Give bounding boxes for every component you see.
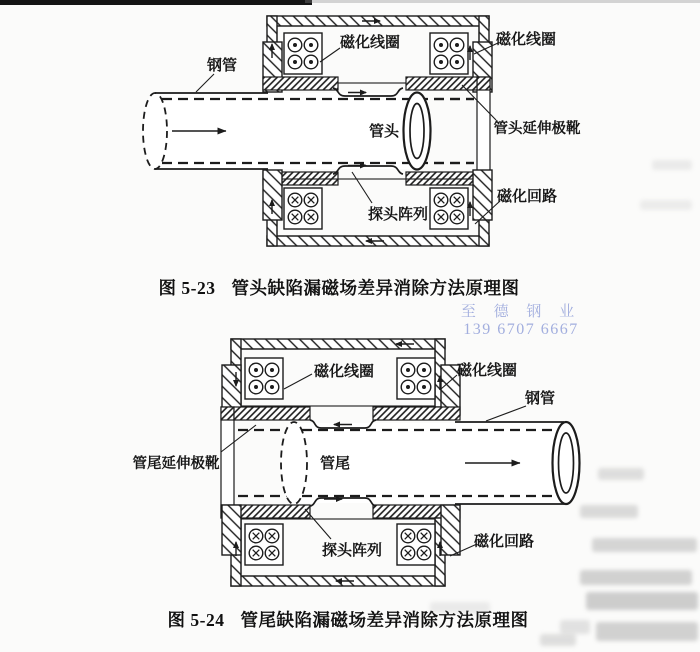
bleed-through-noise <box>598 468 644 480</box>
fig523-label-steel-pipe: 钢管 <box>206 58 238 74</box>
watermark <box>461 304 581 338</box>
fig523-label-magnetizing-circuit: 磁化回路 <box>496 189 558 205</box>
fig524-label-pipe-tail: 管尾 <box>319 456 351 472</box>
fig523-magnetizing-coil-bottom-left-icon <box>284 188 322 229</box>
figure-5-23-caption-title: 管头缺陷漏磁场差异消除方法原理图 <box>231 278 520 298</box>
fig524-label-coil-right: 磁化线圈 <box>456 363 518 379</box>
fig523-label-probe-array: 探头阵列 <box>367 207 429 223</box>
fig523-label-coil-left: 磁化线圈 <box>339 35 401 51</box>
fig524-label-steel-pipe: 钢管 <box>524 391 556 407</box>
figure-5-23 <box>143 16 581 246</box>
fig523-label-pipe-head: 管头 <box>368 124 400 140</box>
fig524-label-probe-array: 探头阵列 <box>321 543 383 559</box>
figure-5-23-caption-number: 图 5-23 <box>158 278 216 298</box>
figure-5-23-caption <box>159 275 520 300</box>
bleed-through-noise <box>586 592 698 610</box>
figure-5-24-caption-number: 图 5-24 <box>167 610 225 630</box>
bleed-through-noise <box>540 634 576 646</box>
figure-5-24 <box>133 339 580 586</box>
fig524-magnetizing-coil-top-right-icon <box>397 358 435 399</box>
fig523-pipe-left-end <box>143 93 167 169</box>
bleed-through-noise <box>580 570 692 585</box>
fig523-magnetizing-coil-top-right-icon <box>430 33 468 74</box>
fig524-extension-pole-shoe <box>221 407 234 518</box>
bleed-through-noise <box>580 505 638 518</box>
bleed-through-noise <box>640 200 692 210</box>
fig523-magnetizing-coil-bottom-right-icon <box>430 188 468 229</box>
bleed-through-noise <box>592 538 697 552</box>
fig524-label-coil-left: 磁化线圈 <box>313 364 375 380</box>
fig524-pipe-right-end <box>553 422 580 504</box>
bleed-through-noise <box>596 622 698 641</box>
fig524-pipe-tail-end <box>281 422 307 504</box>
watermark-phone: 139 6707 6667 <box>463 321 579 338</box>
fig524-magnetizing-coil-bottom-left-icon <box>245 524 283 565</box>
bleed-through-noise <box>430 602 490 613</box>
fig523-steel-pipe <box>143 88 474 174</box>
watermark-company: 至 德 钢 业 <box>460 304 582 320</box>
fig524-steel-pipe <box>238 420 580 506</box>
bleed-through-noise <box>560 620 590 634</box>
fig524-label-extension-shoe: 管尾延伸极靴 <box>132 456 220 472</box>
fig524-magnetizing-coil-top-left-icon <box>245 358 283 399</box>
figure-5-24-caption-title: 管尾缺陷漏磁场差异消除方法原理图 <box>240 610 529 630</box>
bleed-through-noise <box>652 160 692 170</box>
fig524-magnetizing-coil-bottom-right-icon <box>397 524 435 565</box>
fig523-magnetizing-coil-top-left-icon <box>284 33 322 74</box>
fig523-extension-pole-shoe <box>477 77 490 185</box>
fig523-label-extension-shoe: 管头延伸极靴 <box>493 121 581 137</box>
fig523-label-coil-right: 磁化线圈 <box>495 32 557 48</box>
fig524-label-magnetizing-circuit: 磁化回路 <box>473 534 535 550</box>
